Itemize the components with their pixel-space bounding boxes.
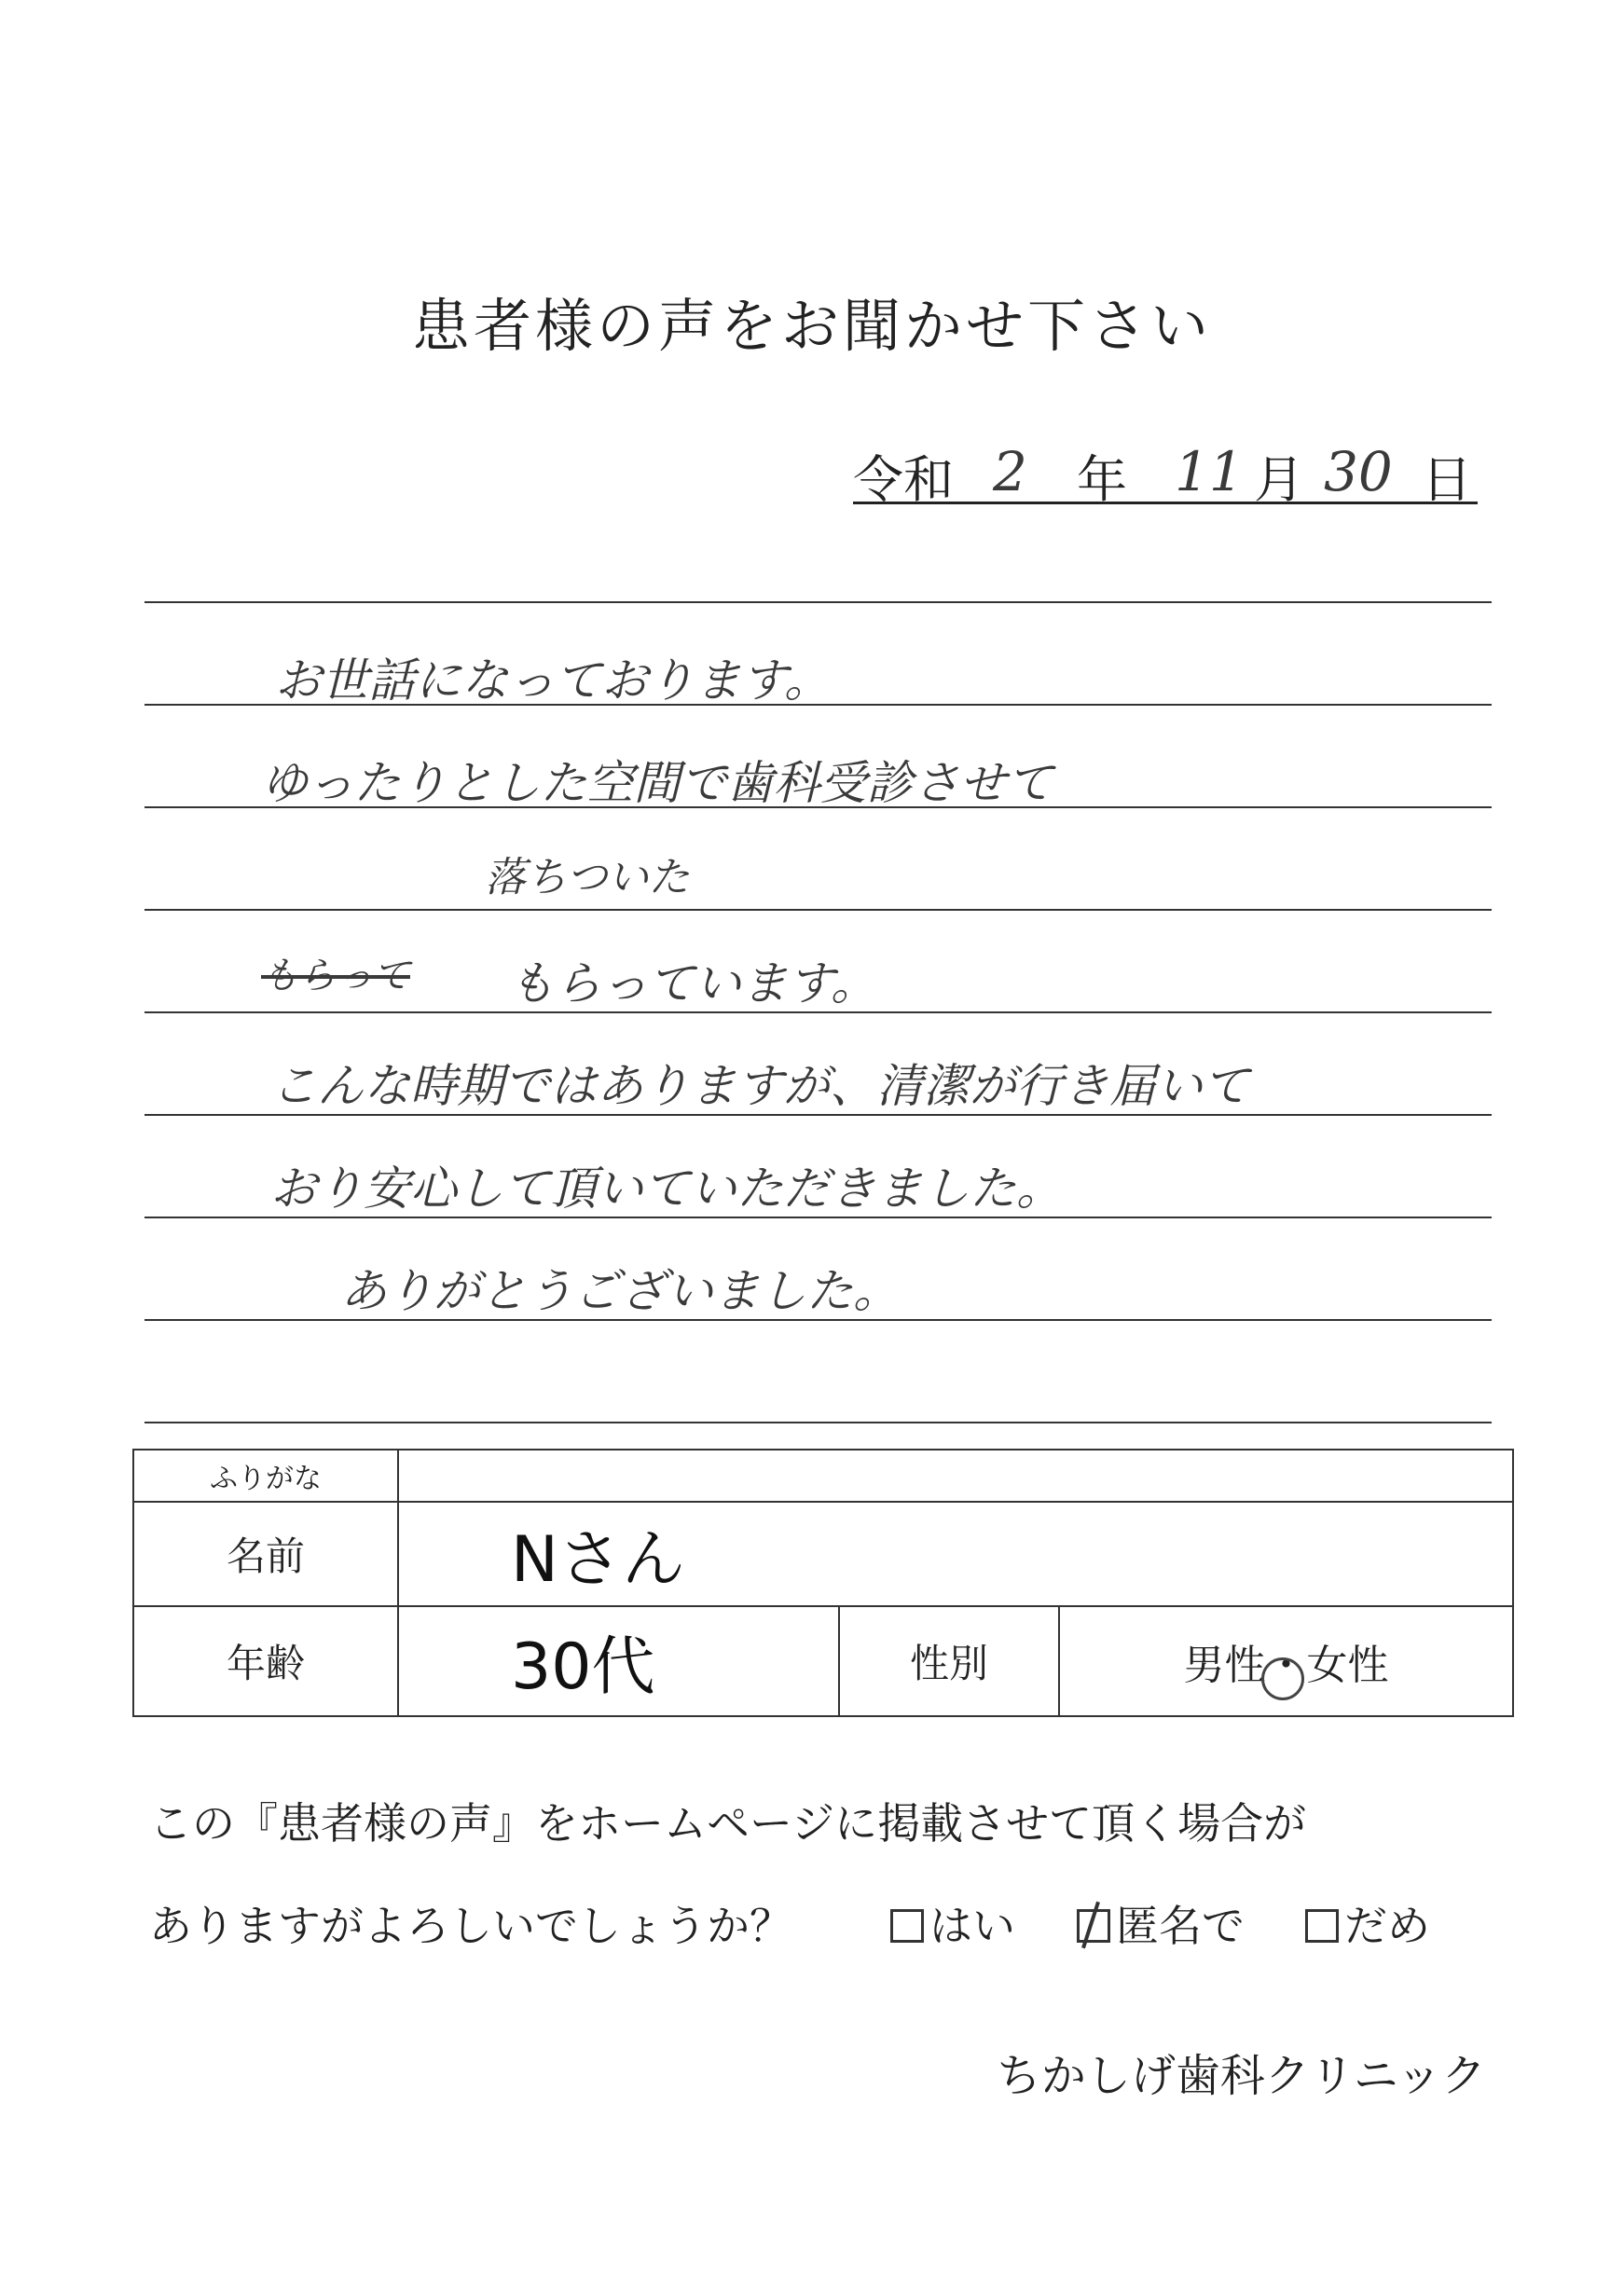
gender-label: 性別 [839, 1606, 1059, 1716]
comment-line-6: ありがとうございました。 [340, 1264, 900, 1318]
page-title: 患者様の声をお聞かせ下さい [411, 292, 1212, 360]
circle-mark-icon [1261, 1657, 1304, 1700]
checkbox-icon[interactable] [890, 1909, 924, 1943]
option-no-label: だめ [1344, 1901, 1430, 1951]
option-yes[interactable] [890, 1892, 1015, 1954]
comment-line-1: お世話になっております。 [275, 653, 831, 708]
age-field[interactable]: 30代 [398, 1606, 839, 1716]
option-yes-label: はい [929, 1901, 1015, 1951]
option-anonymous-label: 匿名で [1116, 1901, 1245, 1951]
comment-line-4: こんな時期ではありますが、清潔が行き届いて [270, 1059, 1249, 1113]
date-era: 令和 [853, 450, 954, 509]
comment-insert: 落ちついた [485, 854, 690, 901]
date-year-unit: 年 [1077, 450, 1127, 509]
patient-info-table [132, 1449, 1514, 1717]
age-label: 年齢 [133, 1606, 398, 1716]
option-anonymous[interactable] [1077, 1892, 1245, 1954]
gender-options: 男性・女性 [1183, 1642, 1389, 1689]
gender-field[interactable] [1059, 1606, 1513, 1716]
comment-line-2: ゆったりとした空間で歯科受診させて [261, 756, 1053, 810]
name-label: 名前 [133, 1502, 398, 1606]
name-field[interactable]: Nさん [398, 1502, 1513, 1606]
date-day-unit: 日 [1422, 450, 1472, 509]
consent-question-line-2: ありますがよろしいでしょうか？ [149, 1901, 792, 1951]
date-month-unit: 月 [1254, 450, 1304, 509]
date-day: 30 [1324, 440, 1393, 503]
comment-struck-text: もらって [261, 955, 410, 997]
furigana-field[interactable] [398, 1450, 1513, 1502]
clinic-name: ちかしげ歯科クリニック [996, 2050, 1486, 2102]
ruled-line [145, 909, 1492, 911]
date-row [853, 440, 1478, 509]
date-month: 11 [1175, 440, 1244, 503]
option-no[interactable] [1305, 1892, 1430, 1954]
comment-line-5: おり安心して頂いていただきました。 [270, 1162, 1063, 1216]
ruled-line [145, 601, 1492, 603]
checkbox-checked-icon[interactable] [1077, 1909, 1110, 1943]
checkbox-icon[interactable] [1305, 1909, 1339, 1943]
furigana-label: ふりがな [133, 1450, 398, 1502]
comment-line-3: もらっています。 [508, 956, 877, 1011]
ruled-line [145, 1422, 1492, 1423]
date-year: 2 [993, 440, 1027, 503]
consent-question-line-1: この『患者様の声』をホームページに掲載させて頂く場合が [149, 1798, 1307, 1849]
